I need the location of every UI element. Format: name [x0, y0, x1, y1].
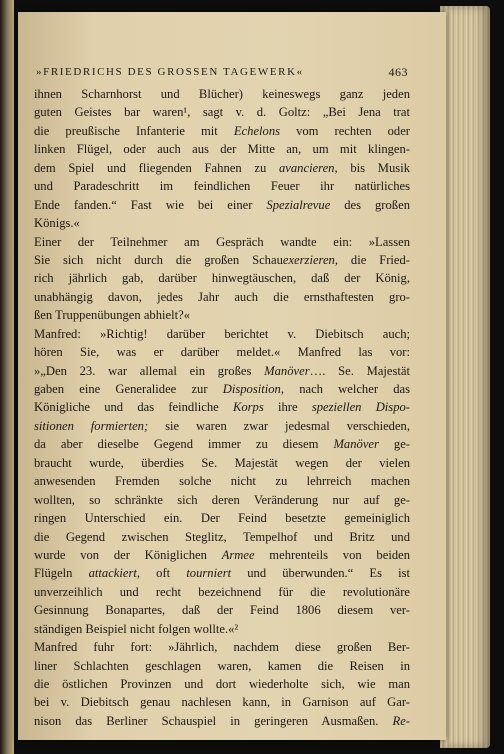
text-segment: ßen Truppenübungen abhielt?« [34, 308, 191, 323]
italic-text: speziellen Dispo- [311, 400, 410, 415]
text-segment: Manfred fuhr fort: »Jährlich, nachdem diese großen Ber- [34, 640, 410, 655]
italic-text: Manöver [264, 363, 310, 378]
text-line [34, 159, 410, 177]
text-segment: bei v. Diebitsch genau nachlesen kann, in Garnison auf Gar- [34, 695, 410, 710]
text-line [34, 140, 410, 158]
text-line [34, 546, 410, 564]
text-line [34, 564, 410, 582]
text-line [34, 233, 410, 251]
text-segment: die preußische Infanterie mit [34, 123, 234, 138]
text-segment: gaben eine Generalidee zur [34, 382, 223, 396]
italic-text: Armee [221, 547, 255, 562]
text-line [34, 675, 410, 693]
text-segment: ihnen Scharnhorst und Blücher) keineswegs ganz jeden [34, 87, 410, 101]
text-segment: des großen [330, 197, 410, 212]
text-segment: Flügeln [34, 566, 89, 581]
italic-text: tourniert [186, 566, 232, 581]
text-line [34, 657, 410, 675]
text-segment: »„Den 23. war allemal ein großes [34, 363, 265, 378]
text-segment: und überwunden.“ Es ist [231, 566, 410, 581]
text-line [34, 103, 410, 121]
text-segment: liner Schlachten geschlagen waren, kamen die Reisen in [34, 658, 410, 673]
text-segment: hören Sie, was er darüber meldet.« Manfred las vor: [34, 345, 410, 360]
text-line [34, 177, 410, 195]
text-line [34, 638, 410, 656]
text-line [34, 583, 410, 601]
text-segment: ge- [378, 437, 410, 452]
text-line [34, 620, 410, 638]
text-segment: linken Flügel, oder auch aus der Mitte an, um mit klingen- [34, 142, 410, 157]
text-line [34, 472, 410, 490]
text-line [34, 251, 410, 269]
text-line [34, 509, 410, 527]
text-line [34, 693, 410, 711]
italic-text: Disposition [222, 382, 281, 396]
text-segment: , nach welcher das [280, 382, 410, 396]
text-line [34, 601, 410, 619]
text-segment: …. Se. Majestät [309, 363, 410, 378]
text-segment: und Paradeschritt im feindlichen Feuer ihr natürliches [34, 179, 410, 194]
page-stack-edge [440, 6, 490, 748]
text-segment: vom rechten oder [280, 123, 410, 138]
text-segment: braucht wurde, überdies Se. Majestät wegen der vielen [34, 455, 410, 470]
text-segment: die Gegend zwischen Steglitz, Tempelhof und Britz und [34, 529, 410, 544]
text-segment: Gesinnung Bonapartes, daß der Feind 1806 diesem ver- [34, 603, 410, 618]
text-line [34, 122, 410, 140]
text-segment: die östlichen Provinzen und dort wiederholte sich, wie man [34, 677, 410, 691]
italic-text: Korps [232, 400, 264, 415]
italic-text: Re- [392, 713, 410, 728]
text-segment: nison das Berliner Schauspiel in geringeren Ausmaßen. [34, 713, 393, 728]
page-number: 463 [388, 65, 408, 79]
text-segment: ständigen Beispiel nicht folgen wollte.«² [34, 621, 239, 636]
text-line [34, 214, 410, 232]
text-segment: , oft [136, 566, 187, 581]
text-segment: Ende fanden.“ Fast wie bei einer [34, 197, 267, 212]
previous-page-edge [0, 0, 14, 754]
text-segment: wollten, so schränkte sich deren Veränderung nur auf ge- [34, 492, 410, 507]
text-segment: guten Geistes bar waren¹, sagt v. d. Goltz: „Bei Jena trat [34, 105, 410, 120]
text-line [34, 417, 410, 435]
text-segment: dem Spiel und fliegenden Fahnen zu [34, 160, 279, 175]
text-line [34, 398, 410, 416]
text-segment: anwesenden Fremden solche nicht zu lehrreich machen [34, 474, 410, 489]
text-segment: Sie sich nicht durch die großen Schau [34, 252, 283, 267]
text-line [34, 269, 410, 287]
text-line [34, 196, 410, 214]
text-line [34, 491, 410, 509]
italic-text: sitionen formierten; [34, 418, 149, 433]
text-segment: unverzeihlich und recht bezeichnend für die revolutionäre [34, 584, 410, 599]
text-segment: , die Fried- [334, 252, 410, 267]
text-line [34, 325, 410, 343]
text-segment: wurde von der Königlichen [34, 547, 222, 562]
italic-text: avancieren [279, 160, 335, 175]
italic-text: exerzieren [282, 252, 335, 267]
text-line [34, 362, 410, 380]
text-line [34, 343, 410, 361]
text-line [34, 454, 410, 472]
italic-text: Manöver [333, 437, 379, 452]
text-segment: ihre [263, 400, 312, 415]
text-segment: Einer der Teilnehmer am Gespräch wandte ein: »Lassen [34, 234, 410, 249]
text-line [34, 288, 410, 306]
italic-text: attackiert [88, 566, 137, 581]
text-line [34, 306, 410, 324]
text-line [34, 528, 410, 546]
text-segment: Königs.« [34, 216, 80, 231]
text-line [34, 712, 410, 730]
text-segment: sie waren zwar jedesmal verschieden, [148, 418, 410, 433]
text-segment: mehrenteils von beiden [254, 547, 410, 562]
text-line [34, 380, 410, 398]
text-segment: da aber dieselbe Gegend immer zu diesem [34, 437, 334, 452]
italic-text: Echelons [233, 123, 281, 138]
running-title: »FRIEDRICHS DES GROSSEN TAGEWERK« [36, 66, 304, 78]
body-text [34, 85, 410, 730]
text-segment: , bis Musik [334, 160, 410, 175]
text-segment: Manfred: »Richtig! darüber berichtet v. Diebitsch auch; [34, 326, 410, 341]
text-line [34, 85, 410, 103]
italic-text: Spezialrevue [266, 197, 331, 212]
text-segment: rich jährlich gab, darüber hinwegtäuschen, daß der König, [34, 271, 410, 286]
text-segment: Königliche und das feindliche [34, 400, 233, 415]
text-segment: ringen Unterschied ein. Der Feind besetzte gemeiniglich [34, 511, 410, 526]
text-segment: unabhängig davon, jedes Jahr auch die ernsthaftesten gro- [34, 289, 410, 304]
text-line [34, 435, 410, 453]
